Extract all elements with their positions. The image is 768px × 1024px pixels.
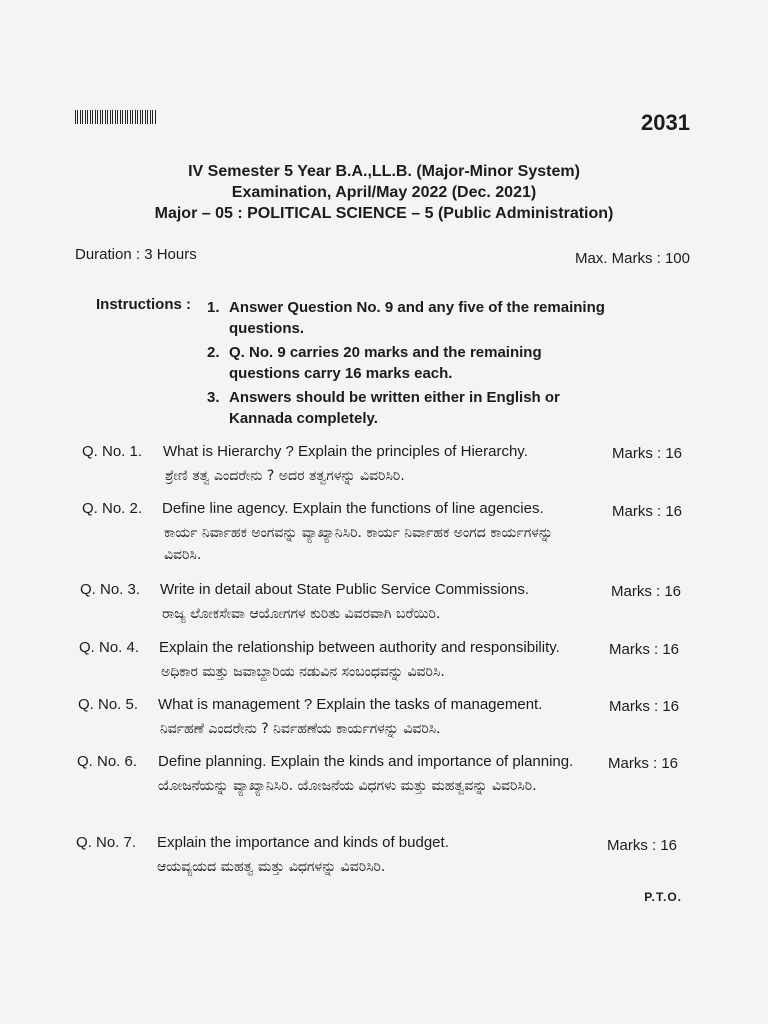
question-marks: Marks : 16 xyxy=(609,698,680,715)
instruction-number: 1. xyxy=(207,299,220,316)
barcode xyxy=(75,110,157,124)
page-turn-over: P.T.O. xyxy=(644,890,682,904)
instruction-text: Answer Question No. 9 and any five of the remaining questions. xyxy=(229,299,605,337)
instruction-text: Q. No. 9 carries 20 marks and the remaining questions carry 16 marks each. xyxy=(229,344,542,382)
exam-title-line-2: Examination, April/May 2022 (Dec. 2021) xyxy=(231,184,537,201)
question-number: Q. No. 5. xyxy=(78,696,139,713)
instruction-text: Answers should be written either in English or Kannada completely. xyxy=(229,389,560,427)
question-marks: Marks : 16 xyxy=(609,641,680,658)
question-text: Write in detail about State Public Service Commissions. xyxy=(160,581,530,598)
question-number: Q. No. 2. xyxy=(82,500,143,517)
question-text-kannada: ಅಧಿಕಾರ ಮತ್ತು ಜವಾಬ್ದಾರಿಯ ನಡುವಿನ ಸಂಬಂಧವನ್ನು ವಿವರಿಸಿ. xyxy=(161,664,445,680)
question-number: Q. No. 3. xyxy=(80,581,141,598)
question-text-kannada: ಶ್ರೇಣಿ ತತ್ವ ಎಂದರೇನು ? ಅದರ ತತ್ವಗಳನ್ನು ವಿವರಿಸಿರಿ. xyxy=(165,468,405,484)
question-number: Q. No. 1. xyxy=(82,443,143,460)
question-number: Q. No. 7. xyxy=(76,834,137,851)
question-text-kannada: ನಿರ್ವಹಣೆ ಎಂದರೇನು ? ನಿರ್ವಹಣೆಯ ಕಾರ್ಯಗಳನ್ನು ವಿವರಿಸಿ. xyxy=(160,721,441,737)
question-text-kannada: ಯೋಜನೆಯನ್ನು ವ್ಯಾಖ್ಯಾನಿಸಿರಿ. ಯೋಜನೆಯ ವಿಧಗಳು ಮತ್ತು ಮಹತ್ವವನ್ನು ವಿವರಿಸಿರಿ. xyxy=(158,778,537,794)
question-text: What is Hierarchy ? Explain the principles of Hierarchy. xyxy=(163,443,528,460)
exam-title-line-3: Major – 05 : POLITICAL SCIENCE – 5 (Public Administration) xyxy=(154,205,614,222)
paper-code: 2031 xyxy=(641,110,690,135)
question-marks: Marks : 16 xyxy=(608,755,679,772)
question-marks: Marks : 16 xyxy=(611,583,682,600)
question-marks: Marks : 16 xyxy=(607,837,678,854)
question-marks: Marks : 16 xyxy=(612,445,683,462)
question-text-kannada: ರಾಜ್ಯ ಲೋಕಸೇವಾ ಆಯೋಗಗಳ ಕುರಿತು ವಿವರವಾಗಿ ಬರೆಯಿರಿ. xyxy=(162,606,441,622)
instructions-label: Instructions : xyxy=(96,296,192,313)
question-text: What is management ? Explain the tasks of management. xyxy=(158,696,543,713)
instruction-number: 2. xyxy=(207,344,220,361)
duration: Duration : 3 Hours xyxy=(75,246,197,263)
question-text-kannada: ಕಾರ್ಯ ನಿರ್ವಾಹಕ ಅಂಗವನ್ನು ವ್ಯಾಖ್ಯಾನಿಸಿರಿ. ಕಾರ್ಯ ನಿರ್ವಾಹಕ ಅಂಗದ ಕಾರ್ಯಗಳನ್ನು ವಿವರಿಸಿ. xyxy=(164,525,554,563)
question-text: Explain the relationship between authority and responsibility. xyxy=(159,639,560,656)
exam-title-line-1: IV Semester 5 Year B.A.,LL.B. (Major-Minor System) xyxy=(188,163,580,180)
max-marks: Max. Marks : 100 xyxy=(574,250,690,267)
instruction-number: 3. xyxy=(207,389,220,406)
question-text: Explain the importance and kinds of budget. xyxy=(157,834,449,851)
question-text-kannada: ಆಯವ್ಯಯದ ಮಹತ್ವ ಮತ್ತು ವಿಧಗಳನ್ನು ವಿವರಿಸಿರಿ. xyxy=(157,859,386,875)
question-number: Q. No. 6. xyxy=(77,753,138,770)
question-number: Q. No. 4. xyxy=(79,639,140,656)
question-text: Define planning. Explain the kinds and importance of planning. xyxy=(158,753,574,770)
question-marks: Marks : 16 xyxy=(612,503,683,520)
question-text: Define line agency. Explain the functions of line agencies. xyxy=(162,500,544,517)
